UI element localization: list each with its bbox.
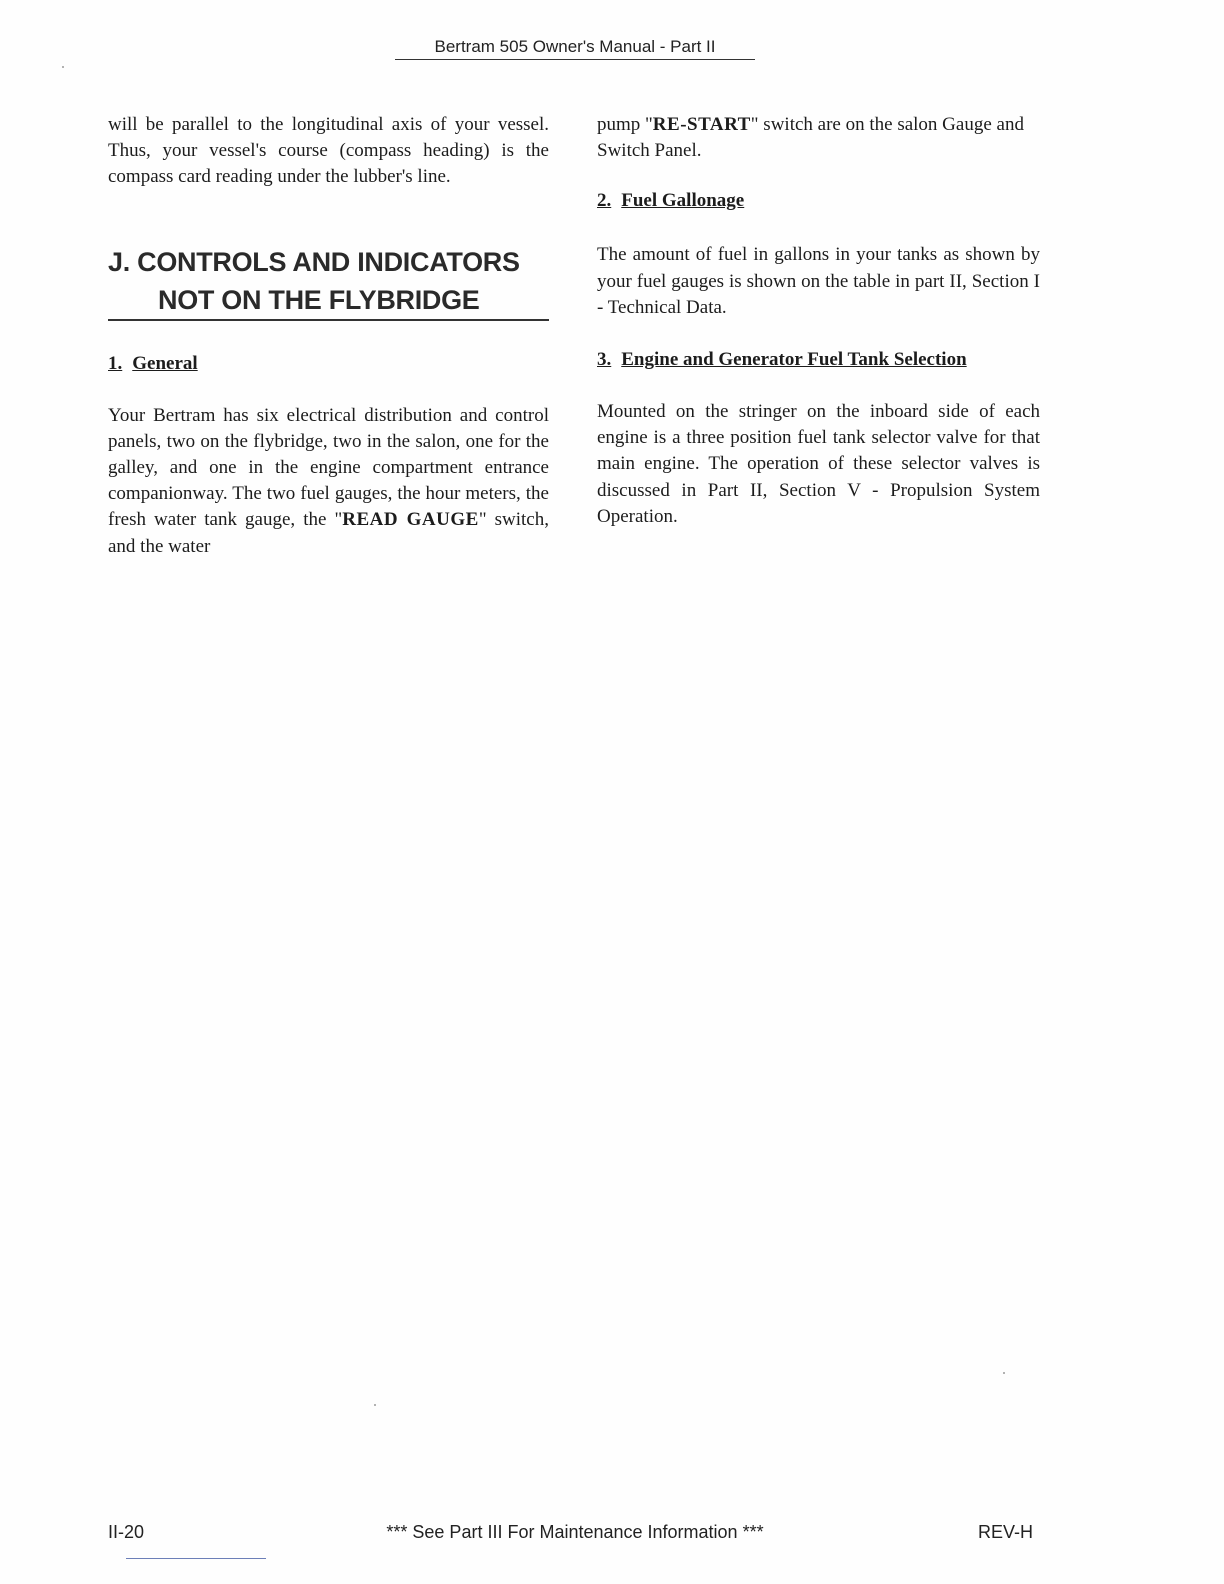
section-title-line2: NOT ON THE FLYBRIDGE: [158, 284, 480, 315]
general-paragraph: [108, 403, 549, 560]
page-header: Bertram 505 Owner's Manual - Part II: [395, 36, 755, 60]
intro-paragraph: will be parallel to the longitudinal axis of your vessel. Thus, your vessel's course (compass heading) is the compass card reading under the lubber's line.: [108, 114, 549, 188]
bottom-divider: [126, 1558, 266, 1559]
section-title-line1: J. CONTROLS AND INDICATORS: [108, 246, 520, 277]
fuel-gallonage-paragraph: The amount of fuel in gallons in your tanks as shown by your fuel gauges is shown on the table in part II, Section I - Technical Data.: [597, 244, 1040, 318]
subheading-number: 3.: [597, 349, 612, 371]
tank-selection-paragraph: Mounted on the stringer on the inboard side of each engine is a three position fuel tank selector valve for that main engine. The operation of these selector valves is discussed in Part II, Section V - Propulsion System Operation.: [597, 401, 1040, 527]
subheading-title: Engine and Generator Fuel Tank Selection: [621, 349, 967, 371]
page-number: II-20: [108, 1522, 145, 1542]
continuation-paragraph: [597, 112, 1040, 164]
footer-note: *** See Part III For Maintenance Information ***: [386, 1522, 764, 1542]
right-column: [597, 112, 1040, 530]
general-text-part2: " switch, and the water: [108, 509, 549, 557]
continuation-text-part1: pump ": [597, 114, 653, 135]
subheading-title: General: [132, 352, 198, 374]
read-gauge-label: READ GAUGE: [342, 509, 479, 531]
left-column: [108, 112, 549, 560]
scan-speck: [1003, 1372, 1005, 1374]
subheading-number: 1.: [108, 352, 123, 374]
revision-label: REV-H: [978, 1522, 1034, 1542]
continuation-text-part2: " switch are on the salon Gauge and Switch Panel.: [597, 114, 1024, 162]
subheading-fuel-gallonage: [597, 188, 1040, 214]
scan-speck: [374, 1404, 376, 1406]
general-text-part1: Your Bertram has six electrical distribution and control panels, two on the flybridge, two in the salon, one for the galley, and one in the engine compartment entrance companionway. The two fuel gauges, the hour meters, the fresh water tank gauge, the ": [108, 404, 549, 531]
subheading-number: 2.: [597, 190, 612, 212]
restart-label: RE-START: [652, 114, 751, 135]
subheading-general: [108, 351, 549, 377]
section-heading: [108, 243, 549, 321]
scan-speck: [62, 66, 64, 68]
subheading-tank-selection: [597, 347, 1040, 373]
subheading-title: Fuel Gallonage: [621, 190, 745, 212]
